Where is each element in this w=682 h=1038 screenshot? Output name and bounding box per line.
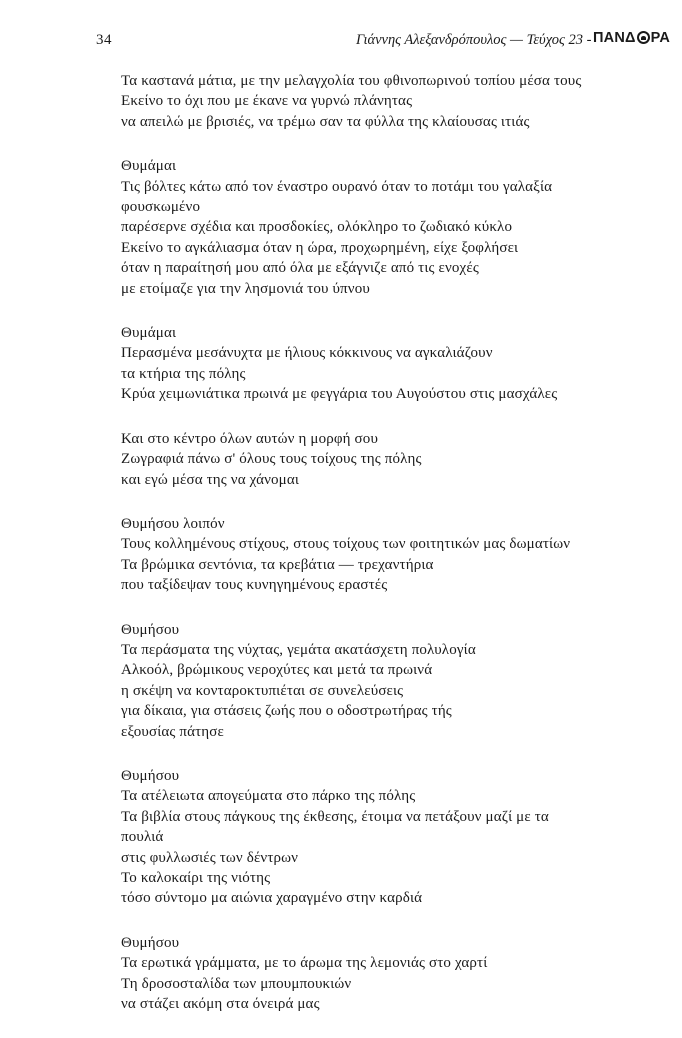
running-head: Γιάννης Αλεξανδρόπουλος — Τεύχος 23 - xyxy=(356,32,592,48)
poem-line: Τις βόλτες κάτω από τον έναστρο ουρανό όταν το ποτάμι του γαλαξία xyxy=(121,178,553,195)
poem-line: Θυμήσου xyxy=(121,621,180,638)
poem-line: Περασμένα μεσάνυχτα με ήλιους κόκκινους να αγκαλιάζουν xyxy=(121,345,493,362)
stanza-8 xyxy=(121,933,661,1015)
poem-line: Εκείνο το όχι που με έκανε να γυρνώ πλάνητας xyxy=(121,93,413,110)
poem-line: να στάζει ακόμη στα όνειρά μας xyxy=(121,996,320,1013)
page-header xyxy=(0,30,682,56)
poem-line: Θυμήσου xyxy=(121,767,180,784)
stanza-6 xyxy=(121,620,661,742)
stanza-1 xyxy=(121,71,661,132)
poem-line: Κρύα χειμωνιάτικα πρωινά με φεγγάρια του Αυγούστου στις μασχάλες xyxy=(121,386,558,403)
poem-line: Τη δροσοσταλίδα των μπουμπουκιών xyxy=(121,975,352,992)
page-number: 34 xyxy=(96,32,112,48)
poem-line: Εκείνο το αγκάλιασμα όταν η ώρα, προχωρημένη, είχε ξοφλήσει xyxy=(121,239,519,256)
poem-line: Θυμάμαι xyxy=(121,158,177,175)
poem-line: πουλιά xyxy=(121,829,164,846)
poem-line: Θυμήσου λοιπόν xyxy=(121,515,225,532)
poem-line: Αλκοόλ, βρώμικους νεροχύτες και μετά τα πρωινά xyxy=(121,662,433,679)
poem-line: να απειλώ με βρισιές, να τρέμω σαν τα φύλλα της κλαίουσας ιτιάς xyxy=(121,113,530,130)
poem-line: που ταξίδεψαν τους κυνηγημένους εραστές xyxy=(121,577,388,594)
logo-text-left: ΠΑΝΔ xyxy=(593,30,636,46)
poem-line: τόσο σύντομο μα αιώνια χαραγμένο στην καρδιά xyxy=(121,890,423,907)
poem-line: παρέσερνε σχέδια και προσδοκίες, ολόκληρο το ζωδιακό κύκλο xyxy=(121,219,513,236)
poem-line: Τα ερωτικά γράμματα, με το άρωμα της λεμονιάς στο χαρτί xyxy=(121,955,488,972)
poem-body xyxy=(121,71,661,1038)
poem-line: Τα περάσματα της νύχτας, γεμάτα ακατάσχετη πολυλογία xyxy=(121,641,476,658)
poem-line: Θυμάμαι xyxy=(121,325,177,342)
poem-line: εξουσίας πάτησε xyxy=(121,723,224,740)
poem-line: και εγώ μέσα της να χάνομαι xyxy=(121,471,300,488)
pandora-logo xyxy=(593,30,670,46)
poem-line: Τα βιβλία στους πάγκους της έκθεσης, έτοιμα να πετάξουν μαζί με τα xyxy=(121,808,549,825)
poem-line: Τα βρώμικα σεντόνια, τα κρεβάτια — τρεχαντήρια xyxy=(121,556,434,573)
poem-line: Το καλοκαίρι της νιότης xyxy=(121,870,271,886)
stanza-7 xyxy=(121,766,661,909)
poem-line: Και στο κέντρο όλων αυτών η μορφή σου xyxy=(121,430,379,447)
poem-line: φουσκωμένο xyxy=(121,199,201,216)
poem-line: Τα ατέλειωτα απογεύματα στο πάρκο της πόλης xyxy=(121,788,416,805)
poem-line: Τα καστανά μάτια, με την μελαγχολία του φθινοπωρινού τοπίου μέσα τους xyxy=(121,73,582,89)
poem-line: Ζωγραφιά πάνω σ' όλους τους τοίχους της πόλης xyxy=(121,451,422,468)
poem-line: τα κτήρια της πόλης xyxy=(121,365,246,382)
poem-line: με ετοίμαζε για την λησμονιά του ύπνου xyxy=(121,280,370,297)
poem-line: για δίκαια, για στάσεις ζωής που ο οδοστρωτήρας τής xyxy=(121,703,452,720)
stanza-3 xyxy=(121,323,661,405)
pandora-o-logo-icon xyxy=(637,31,650,44)
stanza-2 xyxy=(121,156,661,299)
poem-line: στις φυλλωσιές των δέντρων xyxy=(121,849,299,866)
poem-line: Τους κολλημένους στίχους, στους τοίχους των φοιτητικών μας δωματίων xyxy=(121,536,571,553)
poem-line: Θυμήσου xyxy=(121,934,180,951)
stanza-4 xyxy=(121,429,661,490)
stanza-5 xyxy=(121,514,661,596)
logo-text-right: ΡΑ xyxy=(650,30,671,46)
poem-line: όταν η παραίτησή μου από όλα με εξάγνιζε από τις ενοχές xyxy=(121,260,479,277)
poem-line: η σκέψη να κονταροκτυπιέται σε συνελεύσεις xyxy=(121,682,404,699)
